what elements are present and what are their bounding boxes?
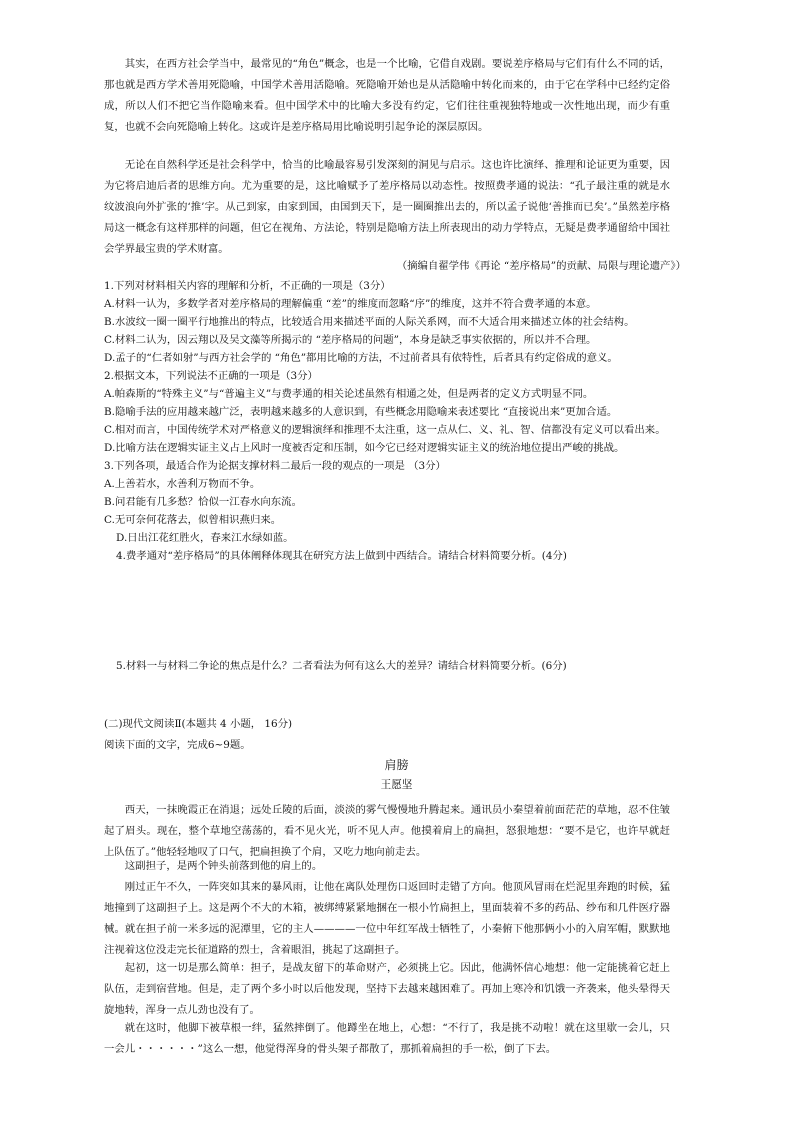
question-stem: 2.根据文本，下列说法不正确的一项是（3分） bbox=[104, 370, 318, 382]
option-d: D.日出江花红胜火，春来江水绿如蓝。 bbox=[116, 532, 294, 544]
option-c: C.材料二认为，因云翔以及吴文藻等所揭示的 “差序格局的问题”，本身是缺乏事实依据的，所以并不合理。 bbox=[104, 334, 597, 346]
question-1 bbox=[104, 277, 670, 565]
section-heading: (二)现代文阅读Ⅱ(本题共 4 小题， 16分) bbox=[104, 718, 293, 730]
option-a: A.帕森斯的“特殊主义”与“普遍主义”与费孝通的相关论述虽然有相通之处，但是两者的定义方式明显不同。 bbox=[104, 388, 594, 400]
option-b: B.问君能有几多愁？恰似一江春水向东流。 bbox=[104, 496, 302, 508]
option-d: D.比喻方法在逻辑实证主义占上风时一度被否定和压制，如今它已经对逻辑实证主义的统治地位提出严峻的挑战。 bbox=[104, 442, 625, 454]
story-paragraph: 这副担子，是两个钟头前落到他的肩上的。 bbox=[124, 860, 323, 872]
story-author: 王愿坚 bbox=[380, 779, 413, 791]
story-paragraph: 起初，这一切是那么简单：担子，是战友留下的革命财产，必须挑上它。因此，他满怀信心地想：他一定能挑着它赶上队伍，走到宿营地。但是，走了两个多小时以后他发现，坚持下去越来越困难了。再加上寒冷和饥饿一齐袭来，他头晕得天旋地转，浑身一点儿劲也没有了。 bbox=[104, 962, 670, 1016]
option-c: C.无可奈何花落去，似曾相识燕归来。 bbox=[104, 514, 282, 526]
story-paragraph: 西天，一抹晚霞正在消退；远处丘陵的后面，淡淡的雾气慢慢地升腾起来。通讯员小秦望着前面茫茫的草地，忍不住皱起了眉头。现在，整个草地空荡荡的，看不见火光，听不见人声。他摸着肩上的扁担，怒狠地想：“要不是它，也许早就赶上队伍了。”他轻轻地叹了口气，把扁担换了个肩，又吃力地向前走去。 bbox=[104, 804, 670, 858]
passage-paragraph: 其实，在西方社会学当中，最常见的“角色”概念，也是一个比喻，它借自戏剧。要说差序格局与它们有什么不同的话，那也就是西方学术善用死隐喻，中国学术善用活隐喻。死隐喻开始也是从活隐喻中转化而来的，由于它在学科中已经约定俗成，所以人们不把它当作隐喻来看。但中国学术中的比喻大多没有约定，它们往往重视独特地或一次性地出现，而少有重复，也就不会向死隐喻上转化。这或许是差序格局用比喻说明引起争论的深层原因。 bbox=[104, 58, 670, 133]
story-paragraph: 刚过正午不久，一阵突如其来的暴风雨，让他在离队处理伤口返回时走错了方向。他顶风冒雨在烂泥里奔跑的时候，猛地撞到了这副担子上。这是两个不大的木箱，被绑缚紧紧地捆在一根小竹扁担上，里面装着不多的药品、纱布和几件医疗器械。就在担子前一米多远的泥潭里，它的主人————一位中年红军战士牺牲了，小秦俯下他那俩小小的入肩军帽，默默地注视着这位没走完长征道路的烈士，含着眼泪，挑起了这副担子。 bbox=[104, 881, 670, 956]
option-c: C.相对而言，中国传统学术对严格意义的逻辑演绎和推理不太注重，这一点从仁、义、礼、智、信都没有定义可以看出来。 bbox=[104, 424, 666, 436]
option-a: A.材料一认为，多数学者对差序格局的理解偏重 “差”的维度而忽略“序”的维度，这并不符合费孝通的本意。 bbox=[104, 298, 597, 310]
question-stem: 1.下列对材料相关内容的理解和分析，不正确的一项是（3分） bbox=[104, 280, 391, 292]
passage-paragraph: 无论在自然科学还是社会科学中，恰当的比喻最容易引发深刻的洞见与启示。这也许比演绎、推理和论证更为重要，因为它将启迪后者的思维方向。尤为重要的是，这比喻赋予了差序格局以动态性。按照费孝通的说法：“孔子最注重的就是水纹波浪向外扩张的‘推’字。从己到家，由家到国，由国到天下，是一圈圈推出去的，所以孟子说他‘善推而已矣’。”虽然差序格局这一概念有这样那样的问题，但它在视角、方法论，特别是隐喻方法上所表现出的动力学特点，无疑是费孝通留给中国社会学界最宝贵的学术财富。 bbox=[104, 159, 670, 255]
question-4: 4.费孝通对“差序格局”的具体阐释体现其在研究方法上做到中西结合。请结合材料简要分析。(4分) bbox=[116, 550, 567, 562]
option-b: B.隐喻手法的应用越来越广泛，表明越来越多的人意识到，有些概念用隐喻来表述要比 “直接说出来”更加合适。 bbox=[104, 406, 618, 418]
question-5: 5.材料一与材料二争论的焦点是什么？二者看法为何有这么大的差异？请结合材料简要分析。(6分) bbox=[116, 660, 567, 672]
citation: （摘编自翟学伟《再论 “差序格局”的贡献、局限与理论遗产》） bbox=[396, 260, 686, 272]
section-instruction: 阅读下面的文字，完成6~9题。 bbox=[104, 739, 251, 751]
option-d: D.孟子的“仁者如射”与西方社会学的 “角色”都用比喻的方法，不过前者具有依特性，后者具有约定俗成的意义。 bbox=[104, 352, 618, 364]
story-title: 肩膀 bbox=[384, 758, 409, 772]
story-paragraph: 就在这时，他脚下被草根一绊，猛然摔倒了。他蹲坐在地上，心想：“不行了，我是挑不动啦！就在这里歇一会儿，只一会儿・・・・・・”这么一想，他觉得浑身的骨头架子都散了，那抓着扁担的手一松，倒了下去。 bbox=[104, 1022, 670, 1055]
option-b: B.水波纹一圈一圈平行地推出的特点，比较适合用来描述平面的人际关系网，而不大适合用来描述立体的社会结构。 bbox=[104, 316, 635, 328]
question-stem: 3.下列各项，最适合作为论据支撑材料二最后一段的观点的一项是 （3分） bbox=[104, 460, 446, 472]
option-a: A.上善若水，水善利万物而不争。 bbox=[104, 478, 261, 490]
